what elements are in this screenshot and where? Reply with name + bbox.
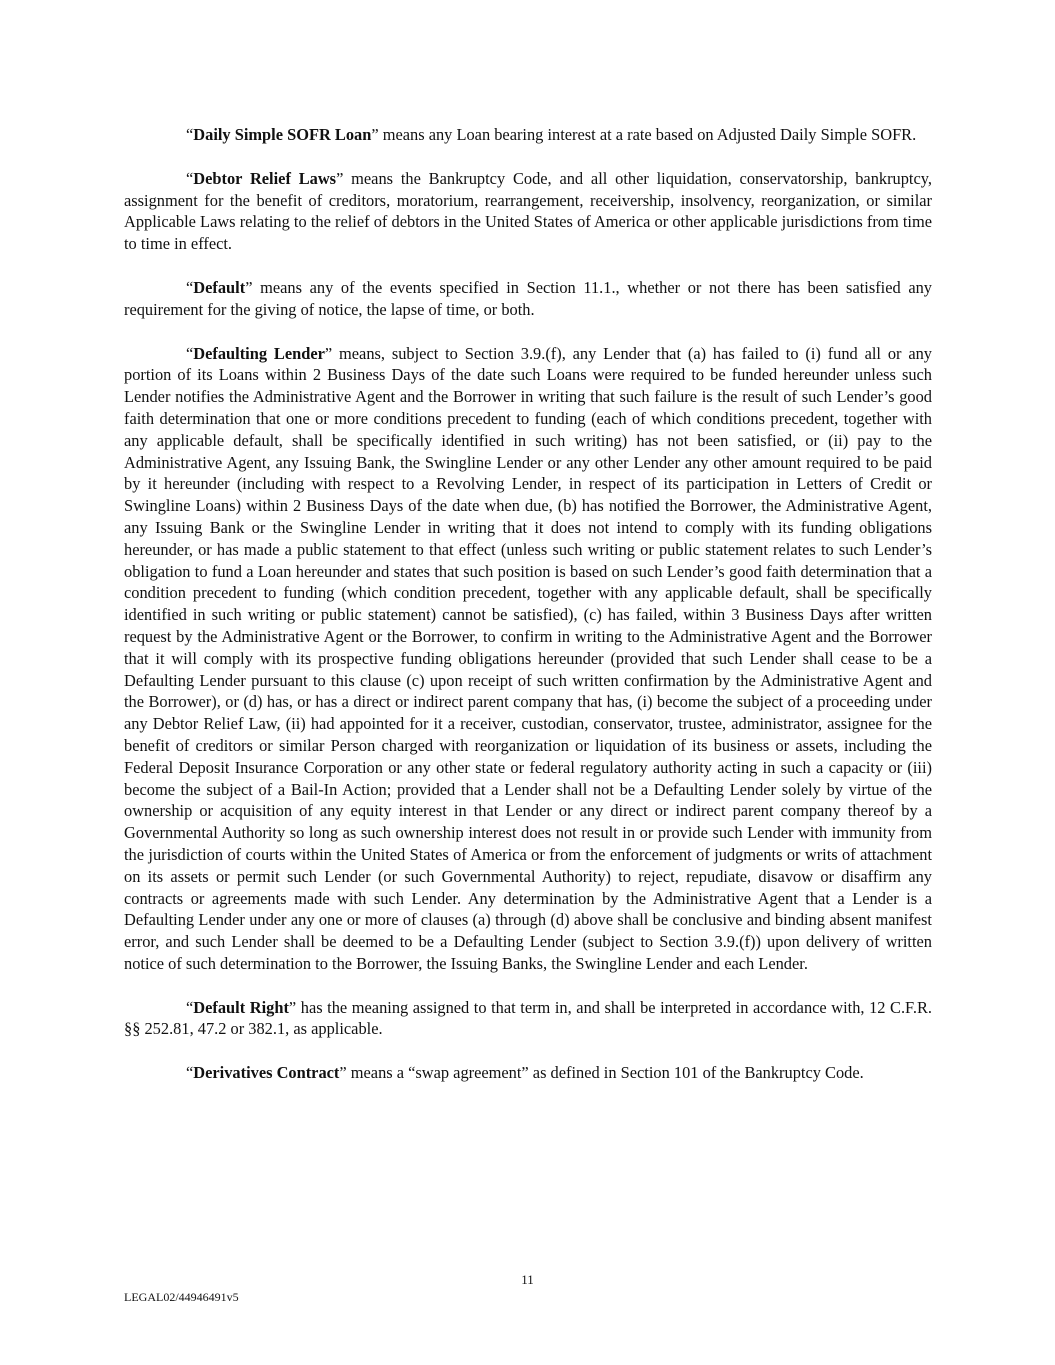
defined-term: Derivatives Contract bbox=[193, 1063, 340, 1083]
definition-default: “Default” means any of the events specified in Section 11.1., whether or not there has been satisfied any requirement for the giving of notice, the lapse of time, or both. bbox=[124, 277, 932, 319]
definition-text: means any of the events specified in Section 11.1., whether or not there has been satisfied any requirement for the giving of notice, the lapse of time, or both. bbox=[124, 277, 932, 319]
definition-text: has the meaning assigned to that term in, and shall be interpreted in accordance with, 12 C.F.R. §§ 252.81, 47.2 or 382.1, as applicable. bbox=[124, 997, 932, 1039]
definition-defaulting-lender: “Defaulting Lender” means, subject to Section 3.9.(f), any Lender that (a) has failed to (i) fund all or any portion of its Loans within 2 Business Days of the date such Loans were required to be funded hereunder unless such Lender notifies the Administrative Agent and the Borrower in writing that such failure is the result of such Lender’s good faith determination that one or more conditions precedent to funding (each of which conditions precedent, together with any applicable default, shall be specifically identified in such writing) has not been satisfied, or (ii) pay to the Administrative Agent, any Issuing Bank, the Swingline Lender or any other Lender any other amount required to be paid by it hereunder (including with respect to a Revolving Lender, in respect of its participation in Letters of Credit or Swingline Loans) within 2 Business Days of the date when due, (b) has notified the Borrower, the Administrative Agent, any Issuing Bank or the Swingline Lender in writing that it does not intend to comply with its funding obligations hereunder, or has made a public statement to that effect (unless such writing or public statement relates to such Lender’s obligation to fund a Loan hereunder and states that such position is based on such Lender’s good faith determination that a condition precedent to funding (which condition precedent, together with any applicable default, shall be specifically identified in such writing or public statement) cannot be satisfied), (c) has failed, within 3 Business Days after written request by the Administrative Agent or the Borrower, to confirm in writing to the Administrative Agent and the Borrower that it will comply with its prospective funding obligations hereunder (provided that such Lender shall cease to be a Defaulting Lender pursuant to this clause (c) upon receipt of such written confirmation by the Administrative Agent and the Borrower), or (d) has, or has a direct or indirect parent company that has, (i) become the subject of a proceeding under any Debtor Relief Law, (ii) had appointed for it a receiver, custodian, conservator, trustee, administrator, assignee for the benefit of creditors or similar Person charged with reorganization or liquidation of its business or assets, including the Federal Deposit Insurance Corporation or any other state or federal regulatory authority acting in such a capacity or (iii) become the subject of a Bail-In Action; provided that a Lender shall not be a Defaulting Lender solely by virtue of the ownership or acquisition of any equity interest in that Lender or any direct or indirect parent company thereof by a Governmental Authority so long as such ownership interest does not result in or provide such Lender with immunity from the jurisdiction of courts within the United States of America or from the enforcement of judgments or writs of attachment on its assets or permit such Lender (or such Governmental Authority) to reject, repudiate, disavow or disaffirm any contracts or agreements made with such Lender. Any determination by the Administrative Agent that a Lender is a Defaulting Lender under any one or more of clauses (a) through (d) above shall be conclusive and binding absent manifest error, and such Lender shall be deemed to be a Defaulting Lender (subject to Section 3.9.(f)) upon delivery of written notice of such determination to the Borrower, the Issuing Banks, the Swingline Lender and each Lender. bbox=[124, 343, 932, 973]
definition-derivatives-contract: “Derivatives Contract” means a “swap agreement” as defined in Section 101 of the Bankruptcy Code. bbox=[186, 1063, 864, 1083]
definition-text: means, subject to Section 3.9.(f), any Lender that (a) has failed to (i) fund all or any portion of its Loans within 2 Business Days of the date such Loans were required to be funded hereunder unless such Lender notifies the Administrative Agent and the Borrower in writing that such failure is the result of such Lender’s good faith determination that one or more conditions precedent to funding (each of which conditions precedent, together with any applicable default, shall be specifically identified in such writing) has not been satisfied, or (ii) pay to the Administrative Agent, any Issuing Bank, the Swingline Lender or any other Lender any other amount required to be paid by it hereunder (including with respect to a Revolving Lender, in respect of its participation in Letters of Credit or Swingline Loans) within 2 Business Days of the date when due, (b) has notified the Borrower, the Administrative Agent, any Issuing Bank or the Swingline Lender in writing that it does not intend to comply with its funding obligations hereunder, or has made a public statement to that effect (unless such writing or public statement relates to such Lender’s obligation to fund a Loan hereunder and states that such position is based on such Lender’s good faith determination that a condition precedent to funding (which condition precedent, together with any applicable default, shall be specifically identified in such writing or public statement) cannot be satisfied), (c) has failed, within 3 Business Days after written request by the Administrative Agent or the Borrower, to confirm in writing to the Administrative Agent and the Borrower that it will comply with its prospective funding obligations hereunder (provided that such Lender shall cease to be a Defaulting Lender pursuant to this clause (c) upon receipt of such written confirmation by the Administrative Agent and the Borrower), or (d) has, or has a direct or indirect parent company that has, (i) become the subject of a proceeding under any Debtor Relief Law, (ii) had appointed for it a receiver, custodian, conservator, trustee, administrator, assignee for the benefit of creditors or similar Person charged with reorganization or liquidation of its business or assets, including the Federal Deposit Insurance Corporation or any other state or federal regulatory authority acting in such a capacity or (iii) become the subject of a Bail-In Action; provided that a Lender shall not be a Defaulting Lender solely by virtue of the ownership or acquisition of any equity interest in that Lender or any direct or indirect parent company thereof by a Governmental Authority so long as such ownership interest does not result in or provide such Lender with immunity from the jurisdiction of courts within the United States of America or from the enforcement of judgments or writs of attachment on its assets or permit such Lender (or such Governmental Authority) to reject, repudiate, disavow or disaffirm any contracts or agreements made with such Lender. Any determination by the Administrative Agent that a Lender is a Defaulting Lender under any one or more of clauses (a) through (d) above shall be conclusive and binding absent manifest error, and such Lender shall be deemed to be a Defaulting Lender (subject to Section 3.9.(f)) upon delivery of written notice of such determination to the Borrower, the Issuing Banks, the Swingline Lender and each Lender. bbox=[124, 343, 932, 973]
page-number: 11 bbox=[521, 1272, 534, 1287]
defined-term: Debtor Relief Laws bbox=[193, 168, 337, 188]
definition-debtor-relief-laws: “Debtor Relief Laws” means the Bankruptcy Code, and all other liquidation, conservatorship, bankruptcy, assignment for the benefit of creditors, moratorium, rearrangement, receivership, insolvency, reorganization, or similar Applicable Laws relating to the relief of debtors in the United States of America or other applicable jurisdictions from time to time in effect. bbox=[124, 168, 932, 254]
definition-text: means a “swap agreement” as defined in Section 101 of the Bankruptcy Code. bbox=[346, 1063, 864, 1083]
definition-daily-simple-sofr-loan: “Daily Simple SOFR Loan” means any Loan bearing interest at a rate based on Adjusted Daily Simple SOFR. bbox=[186, 125, 917, 144]
definition-default-right: “Default Right” has the meaning assigned to that term in, and shall be interpreted in accordance with, 12 C.F.R. §§ 252.81, 47.2 or 382.1, as applicable. bbox=[124, 997, 932, 1039]
definition-text: means any Loan bearing interest at a rate based on Adjusted Daily Simple SOFR. bbox=[378, 125, 917, 144]
defined-term: Daily Simple SOFR Loan bbox=[193, 125, 372, 144]
defined-term: Default Right bbox=[193, 997, 289, 1017]
page-body bbox=[124, 124, 932, 1106]
document-id: LEGAL02/44946491v5 bbox=[124, 1290, 239, 1304]
defined-term: Default bbox=[193, 277, 246, 297]
defined-term: Defaulting Lender bbox=[193, 343, 325, 363]
definition-text: means the Bankruptcy Code, and all other liquidation, conservatorship, bankruptcy, assignment for the benefit of creditors, moratorium, rearrangement, receivership, insolvency, reorganization, or similar Applicable Laws relating to the relief of debtors in the United States of America or other applicable jurisdictions from time to time in effect. bbox=[124, 168, 932, 254]
